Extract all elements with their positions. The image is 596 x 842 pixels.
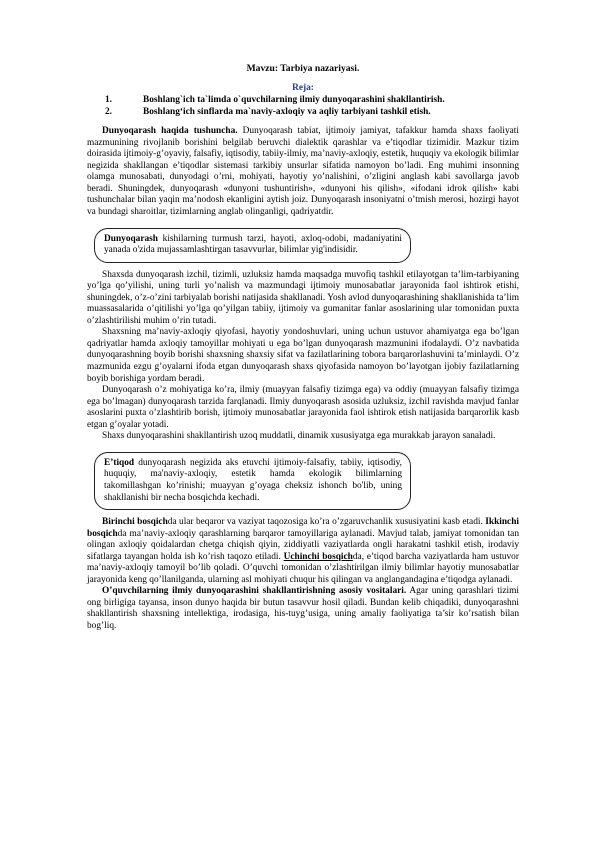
paragraph-text: da ular beqaror va vaziyat taqozosiga ko’ra o’zgaruvchanlik xususiyatini kasb etadi. bbox=[167, 517, 486, 528]
paragraph-main-means bbox=[87, 586, 519, 632]
stage-label: Ikkinchi bosqich bbox=[87, 517, 519, 539]
stage-label: Uchinchi bosqich bbox=[283, 551, 353, 562]
plan-item-1 bbox=[87, 95, 519, 107]
paragraph-heading: Dunyoqarash haqida tushuncha. bbox=[102, 126, 238, 137]
definition-term: E’tiqod bbox=[104, 457, 135, 468]
paragraph: Shaxsning ma’naviy-axloqiy qiyofasi, hayotiy yondoshuvlari, uning uchun ustuvor ahamiyatga ega bo’lgan qadriyatlar hamda axloqiy tamoyillar mohiyati u ega bo’lgan dunyoqarash mazmunini ifodalaydi. O’z navbatida dunyoqarashning boyib borishi shaxsning shaxsiy sifat va fazilatlarining tobora barqarorlashuvini ta’minlaydi. O’z mazmunida ezgu g’oyalarni ifoda etgan dunyoqarash shaxs qiyofasida namoyon bo’layotgan ijobiy fazilatlarning boyib borishiga yordam beradi. bbox=[87, 327, 519, 384]
stage-label: Birinchi bosqich bbox=[102, 517, 168, 528]
definition-text: dunyoqarash negizida aks etuvchi ijtimoiy-falsafiy, tabiiy, iqtisodiy, huquqiy, ma'naviy-axloqiy, estetik hamda ekologik bilimlarning takomillashgan ko’rinishi; muayyan g’oyaga cheksiz ishonch bo'lib, uning shakllanishi bir necha bosqichda kechadi. bbox=[104, 457, 402, 503]
document-title: Mavzu: Tarbiya nazariyasi. bbox=[246, 63, 360, 74]
definition-box-worldview bbox=[94, 228, 411, 263]
plan-item-2 bbox=[87, 107, 519, 119]
plan-item-text: Boshlang‘ich sinflarda ma`naviy-axloqiy va aqliy tarbiyani tashkil etish. bbox=[143, 106, 431, 117]
paragraph: Shaxs dunyoqarashini shakllantirish uzoq muddatli, dinamik xususiyatga ega murakkab jarayon sanaladi. bbox=[102, 431, 496, 442]
document-page bbox=[87, 63, 519, 633]
plan-item-number: 1. bbox=[105, 95, 113, 106]
paragraph-text: Agar uning qarashlari tizimi ong birligiga tayansa, inson dunyo haqida bir butun tasavvur hosil qiladi. Bundan kelib chiqadiki, dunyoqarashni shakllantirish shaxsning intellektiga, irodasiga, his-tuyg’usiga, uning amaliy faoliyatiga ta’sir ko’rsatish bilan bog’liq. bbox=[87, 586, 519, 631]
definition-text: kishilarning turmush tarzi, hayoti, axloq-odobi, madaniyatini yanada o'zida mujassamlashtirgan tasavvurlar, bilimlar yig'indisidir. bbox=[104, 233, 402, 256]
paragraph-worldview-concept bbox=[87, 126, 519, 218]
definition-box-belief bbox=[94, 452, 411, 510]
paragraph-text: Dunyoqarash tabiat, ijtimoiy jamiyat, tafakkur hamda shaxs faoliyati mazmunining rivojlanib borishini belgilab beruvchi dialektik qarashlar va e’tiqodlar tizimidir. Mazkur tizim doirasida ijtimoiy-g’oyaviy, falsafiy, iqtisodiy, tabiiy-ilmiy, ma’naviy-axloqiy, estetik, huquqiy va ekologik bilimlar negizida shakllangan e’tiqodlar sistemasi tarkibiy unsurlar sifatida namoyon bo’ladi. Eng muhimi insonning olamga munosabati, dunyodagi o’rni, mohiyati, hayotiy yo’nalishini, o’zligini anglash kabi savollarga javob beradi. Shuningdek, dunyoqarash «dunyoni tushuntirish», «dunyoni his qilish», «ifodani idrok qilish» kabi tushunchalar bilan yaqin ma’nodosh ekanligini aytish joiz. Dunyoqarash insoniyatni o’tmish merosi, hozirgi hayot va bundagi sharoitlar, tizimlarning anglab olinganligi, qadriyatdir. bbox=[87, 126, 519, 218]
paragraph: Dunyoqarash o’z mohiyatiga ko’ra, ilmiy (muayyan falsafiy tizimga ega) va oddiy (muayyan falsafiy tizimga ega bo’lmagan) dunyoqarash tarzida farqlanadi. Ilmiy dunyoqarash asosida uzluksiz, izchil ravishda mavjud fanlar asoslarini puxta o’zlashtirib borish, ijtimoiy munosabatlar jarayonida faol ishtirok etish natijasida barqarorlik kasb etgan g’oyalar yotadi. bbox=[87, 385, 519, 430]
plan-heading: Reja: bbox=[292, 82, 314, 93]
paragraph-text: da ma’naviy-axloqiy qarashlarning barqaror tamoyillariga aylanadi. Mavjud talab, jamiyat tomonidan tan olingan axloqiy qoidalardan chetga chiqish qiyin, ziddiyatli vaziyatlarda ongli harakatni tashkil etish, irodaviy sifatlarga tayangan holda ish ko’rish taqozo etiladi. bbox=[87, 528, 519, 562]
plan-item-text: Boshlang`ich ta`limda o`quvchilarning ilmiy dunyoqarashini shakllantirish. bbox=[143, 95, 445, 106]
paragraph-heading: O’quvchilarning ilmiy dunyoqarashini shakllantirishning asosiy vositalari. bbox=[102, 586, 407, 597]
paragraph-belief-stages bbox=[87, 517, 519, 586]
plan-item-number: 2. bbox=[105, 106, 113, 117]
definition-term: Dunyoqarash bbox=[104, 233, 159, 244]
paragraph: Shaxsda dunyoqarash izchil, tizimli, uzluksiz hamda maqsadga muvofiq tashkil etilayotgan ta’lim-tarbiyaning yo’lga qo’yilishi, uning turli yo’nalish va mazmundagi ijtimoiy munosabatlar jarayonida faol ishtirok etishi, shuningdek, o’z-o’zini tarbiyalab borishi natijasida shakllanadi. Yosh avlod dunyoqarashining shakllanishida ta’lim muassasalarida o’qitilishi yo’lga qo’yilgan tabiiy, ijtimoiy va gumanitar fanlar asoslarining ular tomonidan puxta o’zlashtirilishi muhim o’rin tutadi. bbox=[87, 269, 519, 326]
paragraph-text: da, e’tiqod barcha vaziyatlarda ham ustuvor ma’naviy-axloqiy tamoyil bo’lib qoladi. O’quvchi tomonidan o’zlashtirilgan ilmiy bilimlar hayotiy munosabatlar jarayonida keng qo’llanilganda, ularning asl mohiyati chuqur his qilingan va anglangandagina e’tiqodga aylanadi. bbox=[87, 551, 519, 585]
